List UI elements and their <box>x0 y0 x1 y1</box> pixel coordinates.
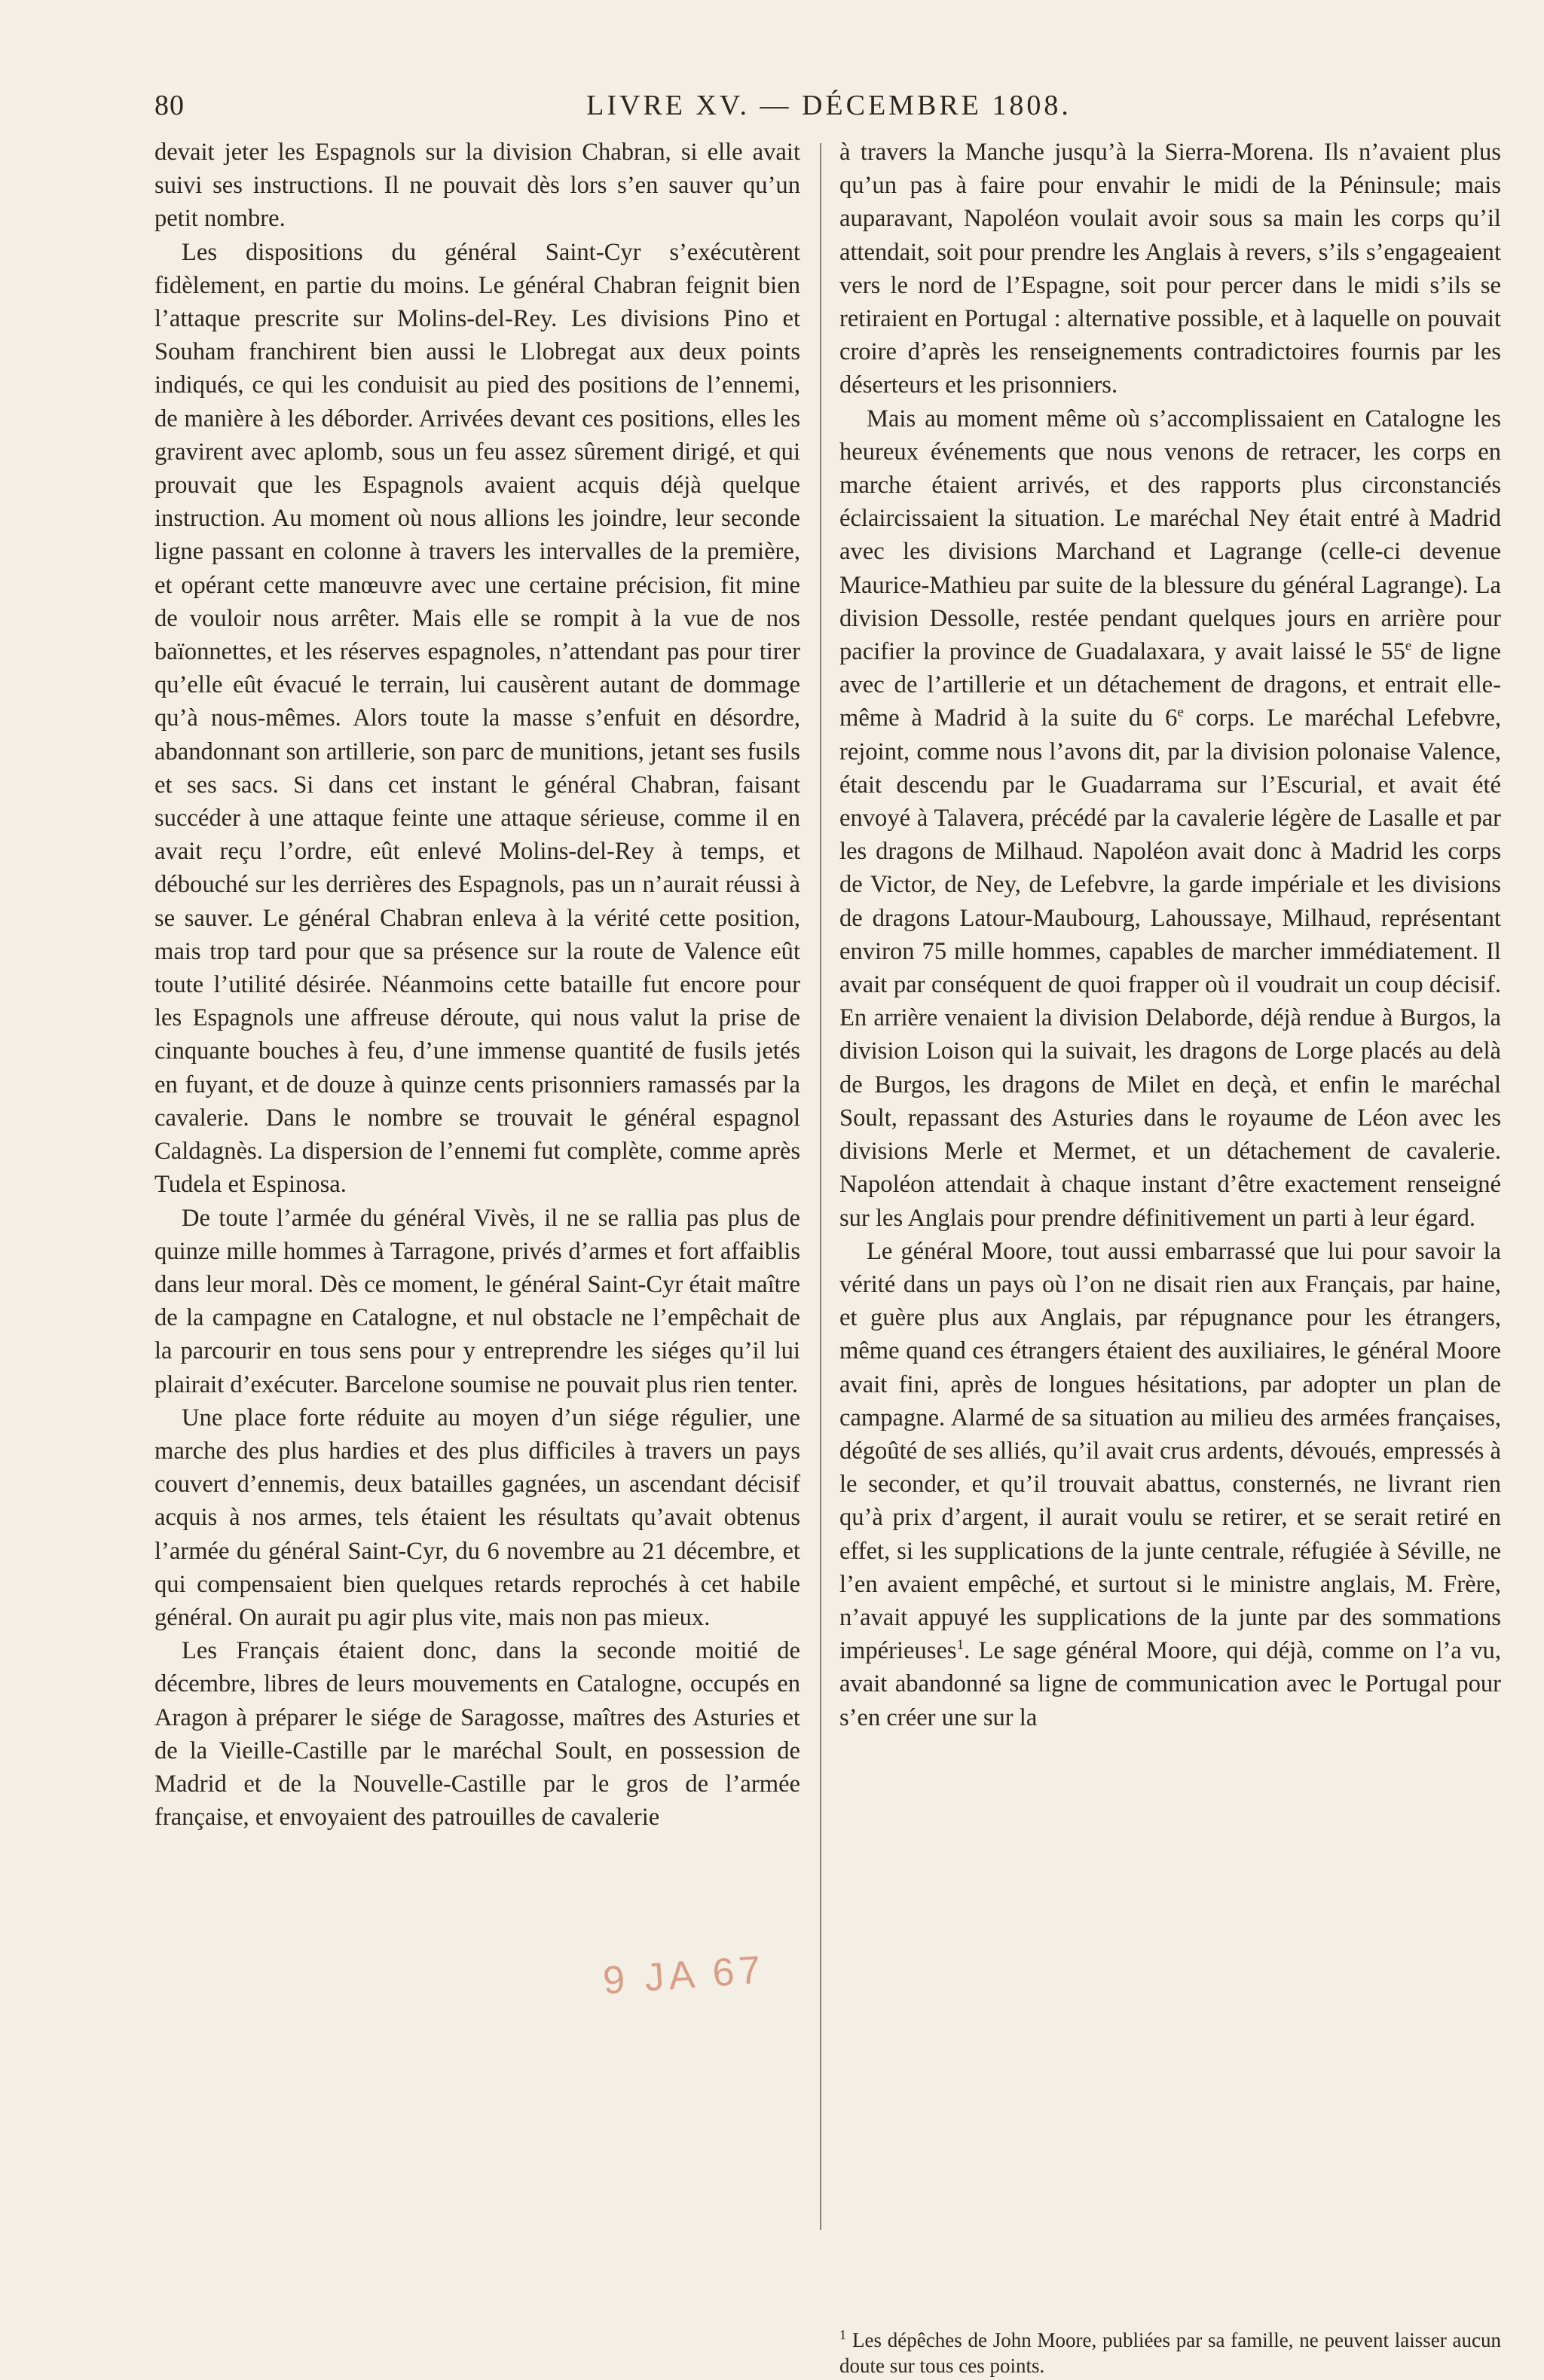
paragraph-text: Le général Moore, tout aussi embarrassé que lui pour savoir la vérité dans un pays où l’on ne disait rien aux Français, par haine, et guère plus aux Anglais, par répugnance pour les étrangers, même quand ces étrangers étaient des auxiliaires, le général Moore avait fini, après de longues hésitations, par adopter un plan de campagne. Alarmé de sa situation au milieu des armées françaises, dégoûté de ses alliés, qu’il avait crus ardents, dévoués, empressés à le seconder, et qu’il trouvait abattus, consternés, ne livrant rien qu’à prix d’argent, il aurait voulu se retirer, et se serait retiré en effet, si les supplications de la junte centrale, réfugiée à Séville, ne l’en avaient empêché, et surtout si le ministre anglais, M. Frère, n’avait appuyé les supplications de la junte par des sommations impérieuses <box>839 1237 1501 1665</box>
paragraph-text: corps. Le maréchal Lefebvre, rejoint, comme nous l’avons dit, par la division polonaise Valence, était descendu par le Guadarrama sur l’Escurial, et avait été envoyé à Talavera, précédé par la cavalerie légère de Lasalle et par les dragons de Milhaud. Napoléon avait donc à Madrid les corps de Victor, de Ney, de Lefebvre, la garde impériale et les divisions de dragons Latour-Maubourg, Lahoussaye, Milhaud, représentant environ 75 mille hommes, capables de marcher immédiatement. Il avait par conséquent de quoi frapper où il voudrait un coup décisif. En arrière venaient la division Delaborde, déjà rendue à Burgos, la division Loison qui la suivait, les dragons de Lorge placés au delà de Burgos, les dragons de Milet en deçà, et enfin le maréchal Soult, repassant des Asturies dans le royaume de Léon avec les divisions Merle et Mermet, et un détachement de cavalerie. Napoléon attendait à chaque instant d’être exactement renseigné sur les Anglais pour prendre définitivement un parti à leur égard. <box>839 704 1501 1232</box>
footnote-text: Les dépêches de John Moore, publiées par sa famille, ne peuvent laisser aucun doute sur tous ces points. <box>839 2329 1501 2377</box>
footnote <box>839 2322 1501 2378</box>
right-column <box>839 136 1501 1734</box>
paragraph-text: . Le sage général Moore, qui déjà, comme on l’a vu, avait abandonné sa ligne de communication avec le Portugal pour s’en créer une sur la <box>839 1637 1501 1731</box>
paragraph: Les Français étaient donc, dans la seconde moitié de décembre, libres de leurs mouvements en Catalogne, occupés en Aragon à préparer le siége de Saragosse, maîtres des Asturies et de la Vieille-Castille par le maréchal Soult, en possession de Madrid et de la Nouvelle-Castille par le gros de l’armée française, et envoyaient des patrouilles de cavalerie <box>154 1637 800 1832</box>
paragraph-text: de ligne avec de l’artillerie et un détachement de dragons, et entrait elle-même à Madrid à la suite du 6 <box>839 638 1501 732</box>
paragraph <box>839 1235 1501 1734</box>
page-header <box>154 89 1503 127</box>
paragraph: à travers la Manche jusqu’à la Sierra-Morena. Ils n’avaient plus qu’un pas à faire pour envahir le midi de la Péninsule; mais auparavant, Napoléon voulait avoir sous sa main les corps qu’il attendait, soit pour prendre les Anglais à revers, s’ils s’engageaient vers le nord de l’Espagne, soit pour percer dans le midi s’ils se retiraient en Portugal : alternative possible, et à laquelle on pouvait croire d’après les renseignements contradictoires fournis par les déserteurs et les prisonniers. <box>839 139 1501 399</box>
paragraph: devait jeter les Espagnols sur la division Chabran, si elle avait suivi ses instructions. Il ne pouvait dès lors s’en sauver qu’un petit nombre. <box>154 139 800 233</box>
library-stamp: 9 JA 67 <box>601 1948 767 2003</box>
paragraph: Les dispositions du général Saint-Cyr s’exécutèrent fidèlement, en partie du moins. Le général Chabran feignit bien l’attaque prescrite sur Molins-del-Rey. Les divisions Pino et Souham franchirent bien aussi le Llobregat aux deux points indiqués, ce qui les conduisit au pied des positions de l’ennemi, de manière à les déborder. Arrivées devant ces positions, elles les gravirent avec aplomb, sous un feu assez sûrement dirigé, et qui prouvait que les Espagnols avaient acquis déjà quelque instruction. Au moment où nous allions les joindre, leur seconde ligne passant en colonne à travers les intervalles de la première, et opérant cette manœuvre avec une certaine précision, fit mine de vouloir nous arrêter. Mais elle se rompit à la vue de nos baïonnettes, et les réserves espagnoles, n’attendant pas pour tirer qu’elle eût évacué le terrain, lui causèrent autant de dommage qu’à nous-mêmes. Alors toute la masse s’enfuit en désordre, abandonnant son artillerie, son parc de munitions, jetant ses fusils et ses sacs. Si dans cet instant le général Chabran, faisant succéder à une attaque feinte une attaque sérieuse, comme il en avait reçu l’ordre, eût enlevé Molins-del-Rey à temps, et débouché sur les derrières des Espagnols, pas un n’aurait réussi à se sauver. Le général Chabran enleva à la vérité cette position, mais trop tard pour que sa présence sur la route de Valence eût toute l’utilité désirée. Néanmoins cette bataille fut encore pour les Espagnols une affreuse déroute, qui nous valut la prise de cinquante bouches à feu, d’une immense quantité de fusils jetés en fuyant, et de douze à quinze cents prisonniers ramassés par la cavalerie. Dans le nombre se trouvait le général espagnol Caldagnès. La dispersion de l’ennemi fut complète, comme après Tudela et Espinosa. <box>154 238 800 1199</box>
paragraph <box>839 402 1501 1235</box>
left-column <box>154 136 800 1834</box>
superscript: e <box>1405 638 1412 655</box>
page-number: 80 <box>154 90 185 121</box>
footnote-mark: 1 <box>839 2327 846 2342</box>
column-divider <box>820 143 821 2230</box>
superscript: e <box>1177 704 1184 721</box>
running-head: LIVRE XV. — DÉCEMBRE 1808. <box>586 90 1072 121</box>
paragraph: Une place forte réduite au moyen d’un siége régulier, une marche des plus hardies et des plus difficiles à travers un pays couvert d’ennemis, deux batailles gagnées, un ascendant décisif acquis à nos armes, tels étaient les résultats qu’avait obtenus l’armée du général Saint-Cyr, du 6 novembre au 21 décembre, et qui compensaient bien quelques retards reprochés à cet habile général. On aurait pu agir plus vite, mais non pas mieux. <box>154 1404 800 1631</box>
footnote-reference: 1 <box>956 1637 965 1654</box>
paragraph: De toute l’armée du général Vivès, il ne se rallia pas plus de quinze mille hommes à Tarragone, privés d’armes et fort affaiblis dans leur moral. Dès ce moment, le général Saint-Cyr était maître de la campagne en Catalogne, et nul obstacle ne l’empêchait de la parcourir en tous sens pour y entreprendre les siéges qu’il lui plairait d’exécuter. Barcelone soumise ne pouvait plus rien tenter. <box>154 1204 800 1398</box>
paragraph-text: Mais au moment même où s’accomplissaient en Catalogne les heureux événements que nous venons de retracer, les corps en marche étaient arrivés, et des rapports plus circonstanciés éclaircissaient la situation. Le maréchal Ney était entré à Madrid avec les divisions Marchand et Lagrange (celle-ci devenue Maurice-Mathieu par suite de la blessure du général Lagrange). La division Dessolle, restée pendant quelques jours en arrière pour pacifier la province de Guadalaxara, y avait laissé le 55 <box>839 405 1501 666</box>
